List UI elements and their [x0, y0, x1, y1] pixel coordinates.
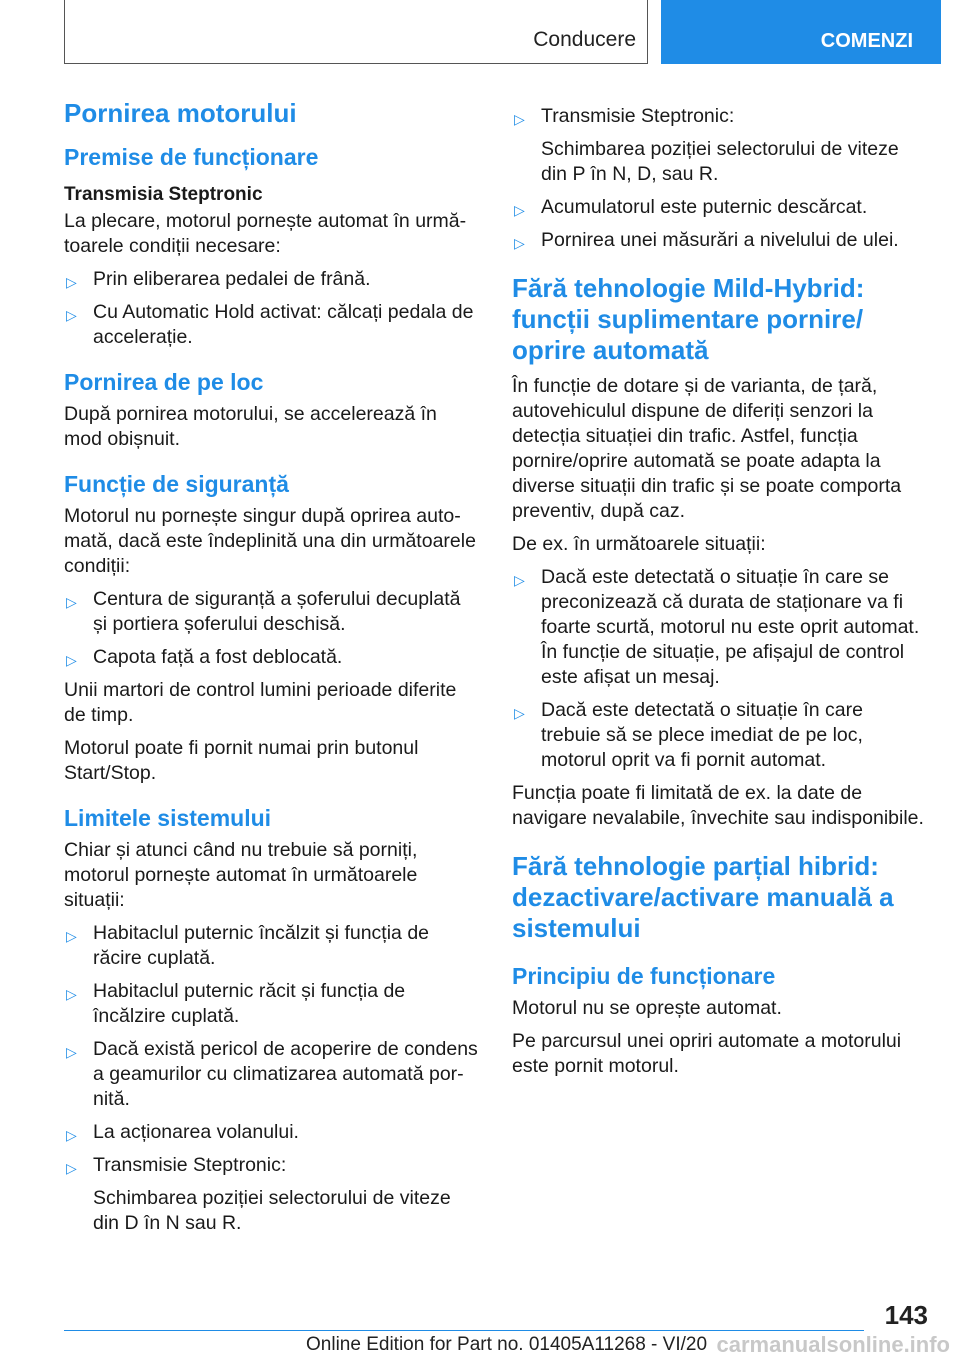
triangle-bullet-icon: ▷: [66, 1044, 77, 1060]
triangle-bullet-icon: ▷: [66, 1160, 77, 1176]
paragraph: Motorul nu pornește singur după oprirea automată, dacă este îndeplinită una din următoarele condiții:: [64, 505, 476, 577]
paragraph: Chiar și atunci când nu trebuie să porniți, motorul pornește automat în următoarele situații:: [64, 839, 418, 911]
triangle-bullet-icon: ▷: [66, 274, 77, 290]
chapter-tab-label: COMENZI: [820, 29, 913, 52]
triangle-bullet-icon: ▷: [66, 652, 77, 668]
list-item: ▷ Habitaclul puternic răcit și funcția de încălzire cuplată.: [66, 980, 406, 1027]
triangle-bullet-icon: ▷: [514, 572, 525, 588]
list-item: ▷ Dacă există pericol de acoperire de condens a geamurilor cu climatizarea automată pornită.: [66, 1038, 478, 1110]
triangle-bullet-icon: ▷: [66, 1127, 77, 1143]
list-item: ▷ Prin eliberarea pedalei de frână.: [64, 267, 479, 292]
heading-operating-principle: Principiu de funcționare: [512, 963, 776, 989]
page-number: 143: [884, 1300, 928, 1330]
paragraph: Motorul poate fi pornit numai prin butonul Start/Stop.: [64, 737, 419, 784]
subheading-steptronic: Transmisia Steptronic: [64, 184, 263, 205]
list-item-detail: Schimbarea poziției selectorului de viteze din P în N, D, sau R.: [541, 138, 899, 185]
list-item-detail: Schimbarea poziției selectorului de viteze din D în N sau R.: [93, 1187, 451, 1234]
triangle-bullet-icon: ▷: [514, 202, 525, 218]
list-item: ▷ Centura de siguranță a șoferului decuplată și portiera șoferului deschisă.: [66, 588, 461, 635]
list-item: ▷ Transmisie Steptronic: Schimbarea poziției selectorului de viteze din D în N sau R.: [64, 1153, 479, 1236]
triangle-bullet-icon: ▷: [514, 705, 525, 721]
section-title-mild-hybrid: Fără tehnologie Mild-Hybrid: funcții suplimentare pornire/ oprire automată: [512, 273, 865, 365]
triangle-bullet-icon: ▷: [514, 111, 525, 127]
triangle-bullet-icon: ▷: [66, 307, 77, 323]
heading-preconditions: Premise de funcționare: [64, 144, 319, 170]
paragraph: Unii martori de control lumini perioade diferite de timp.: [64, 679, 457, 726]
header-chapter-tab[interactable]: [661, 0, 941, 64]
triangle-bullet-icon: ▷: [514, 235, 525, 251]
header-section-label: Conducere: [533, 28, 636, 51]
bullet-list: [64, 267, 479, 350]
heading-safety-function: Funcție de siguranță: [64, 471, 289, 497]
paragraph: Pe parcursul unei opriri automate a motorului este pornit motorul.: [512, 1030, 902, 1077]
paragraph: La plecare, motorul pornește automat în următoarele condiții necesare:: [64, 210, 467, 257]
section-title-engine-start: Pornirea motorului: [64, 98, 297, 128]
paragraph: În funcție de dotare și de varianta, de țară, autovehiculul dispune de diferiți senzori la detecția situației din trafic. Astfel, funcția pornire/oprire automată se poate adapta la diverse situații din trafic și se poate comporta preventiv, după caz.: [512, 375, 902, 522]
list-item: ▷ Dacă este detectată o situație în care trebuie să se plece imediat de pe loc, motorul oprit va fi pornit automat.: [514, 699, 863, 771]
right-column: [512, 104, 927, 1087]
footer-divider: [64, 1330, 864, 1331]
watermark: carmanualsonline.info: [716, 1332, 950, 1357]
list-item: ▷ Pornirea unei măsurări a nivelului de ulei.: [512, 228, 927, 253]
bullet-list: [64, 587, 479, 670]
list-item: ▷ Habitaclul puternic încălzit și funcția de răcire cuplată.: [66, 922, 430, 969]
heading-system-limits: Limitele sistemului: [64, 805, 272, 831]
list-item: ▷ Capota față a fost deblocată.: [64, 645, 479, 670]
list-item: ▷ La acționarea volanului.: [64, 1120, 479, 1145]
paragraph: Funcția poate fi limitată de ex. la date de navigare nevalabile, învechite sau indisponibile.: [512, 782, 924, 829]
paragraph: De ex. în următoarele situații:: [512, 533, 766, 555]
list-item: ▷ Cu Automatic Hold activat: călcați pedala de accelerație.: [66, 301, 474, 348]
paragraph: Motorul nu se oprește automat.: [512, 997, 782, 1019]
bullet-list: [512, 104, 927, 253]
bullet-list: [512, 565, 927, 773]
triangle-bullet-icon: ▷: [66, 594, 77, 610]
heading-starting-off: Pornirea de pe loc: [64, 369, 264, 395]
triangle-bullet-icon: ▷: [66, 928, 77, 944]
left-column: [64, 98, 479, 1244]
footer-edition-text: Online Edition for Part no. 01405A11268 - VI/20: [306, 1334, 708, 1355]
bullet-list: [64, 921, 479, 1236]
list-item: ▷ Acumulatorul este puternic descărcat.: [512, 195, 927, 220]
list-item: ▷ Dacă este detectată o situație în care se preconizează că durata de staționare va fi foarte scurtă, motorul nu este oprit automat. În funcție de situație, pe afișajul de control este afișat un mesaj.: [514, 566, 920, 688]
section-title-partial-hybrid: Fără tehnologie parțial hibrid: dezactivare/activare manuală a sistemului: [512, 851, 894, 943]
list-item: ▷ Transmisie Steptronic: Schimbarea poziției selectorului de viteze din P în N, D, sau R.: [512, 104, 927, 187]
paragraph: După pornirea motorului, se accelerează în mod obișnuit.: [64, 403, 437, 450]
triangle-bullet-icon: ▷: [66, 986, 77, 1002]
